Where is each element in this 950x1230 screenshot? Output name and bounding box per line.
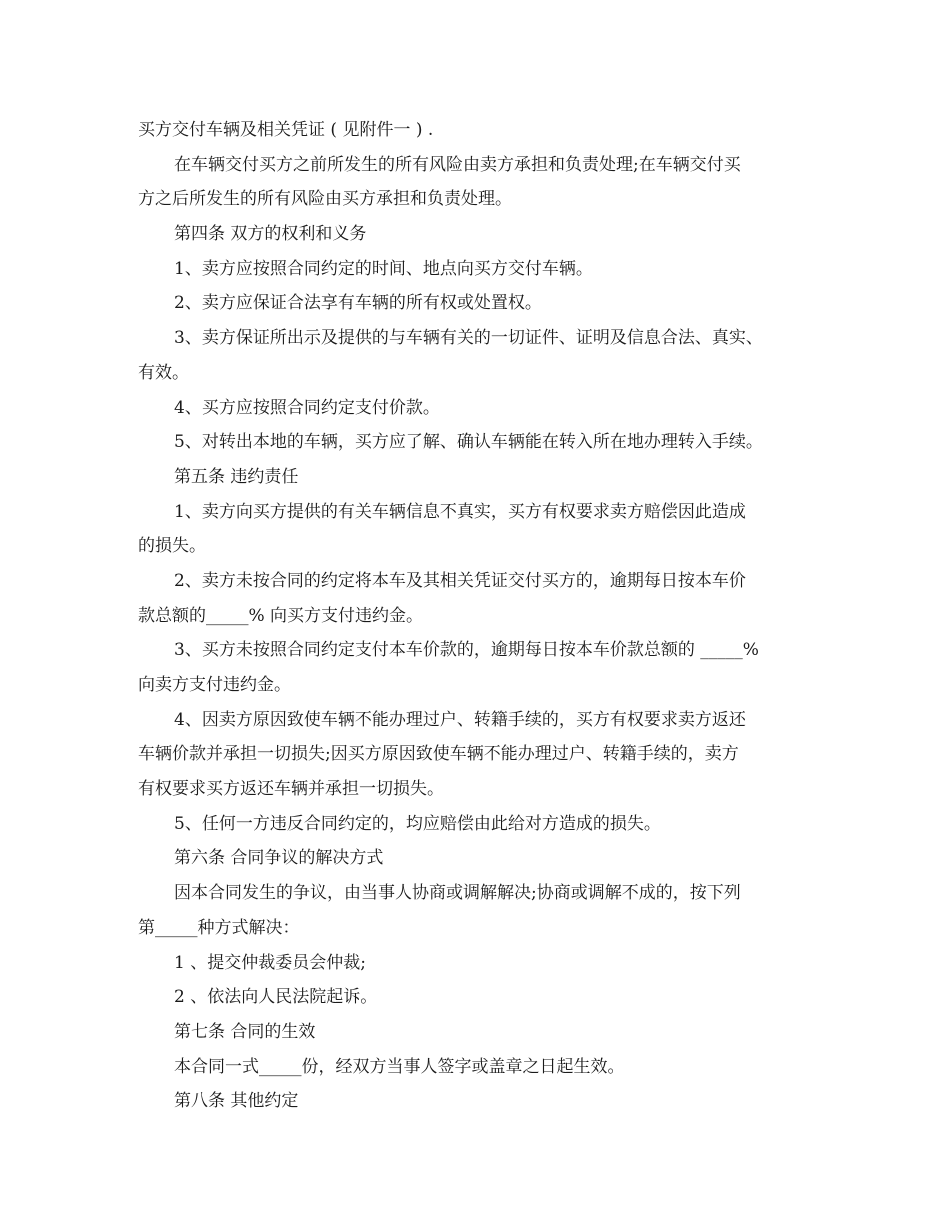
document-line: 买方交付车辆及相关凭证 ( 见附件一 ) .	[138, 120, 434, 140]
document-line: 第四条 双方的权利和义务	[174, 224, 367, 245]
document-line: 第六条 合同争议的解决方式	[174, 848, 384, 869]
document-line: 1、卖方应按照合同约定的时间、地点向买方交付车辆。	[174, 258, 593, 279]
document-line: 3、卖方保证所出示及提供的与车辆有关的一切证件、证明及信息合法、真实、	[174, 328, 763, 349]
document-line: 本合同一式_____份，经双方当事人签字或盖章之日起生效。	[174, 1056, 625, 1077]
document-line: 第五条 违约责任	[174, 466, 299, 487]
document-body	[138, 113, 828, 1119]
document-line: 有权要求买方返还车辆并承担一切损失。	[138, 779, 444, 800]
document-line: 2、卖方未按合同的约定将本车及其相关凭证交付买方的，逾期每日按本车价	[174, 570, 746, 591]
document-line: 3、买方未按照合同约定支付本车价款的，逾期每日按本车价款总额的 _____%	[174, 640, 759, 661]
document-line: 的损失。	[138, 536, 206, 557]
document-line: 4、买方应按照合同约定支付价款。	[174, 397, 440, 418]
document-line: 因本合同发生的争议，由当事人协商或调解解决;协商或调解不成的，按下列	[174, 883, 741, 904]
document-line: 2 、依法向人民法院起诉。	[174, 987, 378, 1008]
document-line: 第八条 其他约定	[174, 1091, 299, 1112]
document-line: 车辆价款并承担一切损失;因买方原因致使车辆不能办理过户、转籍手续的，卖方	[138, 744, 739, 765]
document-line: 4、因卖方原因致使车辆不能办理过户、转籍手续的，买方有权要求卖方返还	[174, 709, 746, 730]
document-line: 有效。	[138, 362, 189, 383]
document-line: 第_____种方式解决：	[138, 917, 300, 938]
document-line: 向卖方支付违约金。	[138, 675, 291, 695]
document-line: 款总额的_____% 向买方支付违约金。	[138, 605, 424, 626]
document-line: 1 、提交仲裁委员会仲裁;	[174, 952, 366, 973]
document-line: 1、卖方向买方提供的有关车辆信息不真实，买方有权要求卖方赔偿因此造成	[174, 501, 746, 522]
document-line: 方之后所发生的所有风险由买方承担和负责处理。	[138, 189, 512, 210]
document-line: 2、卖方应保证合法享有车辆的所有权或处置权。	[174, 293, 542, 314]
document-line: 在车辆交付买方之前所发生的所有风险由卖方承担和负责处理;在车辆交付买	[174, 154, 741, 175]
document-line: 5、对转出本地的车辆，买方应了解、确认车辆能在转入所在地办理转入手续。	[174, 432, 763, 453]
document-line: 第七条 合同的生效	[174, 1021, 316, 1042]
document-line: 5、任何一方违反合同约定的，均应赔偿由此给对方造成的损失。	[174, 813, 661, 834]
